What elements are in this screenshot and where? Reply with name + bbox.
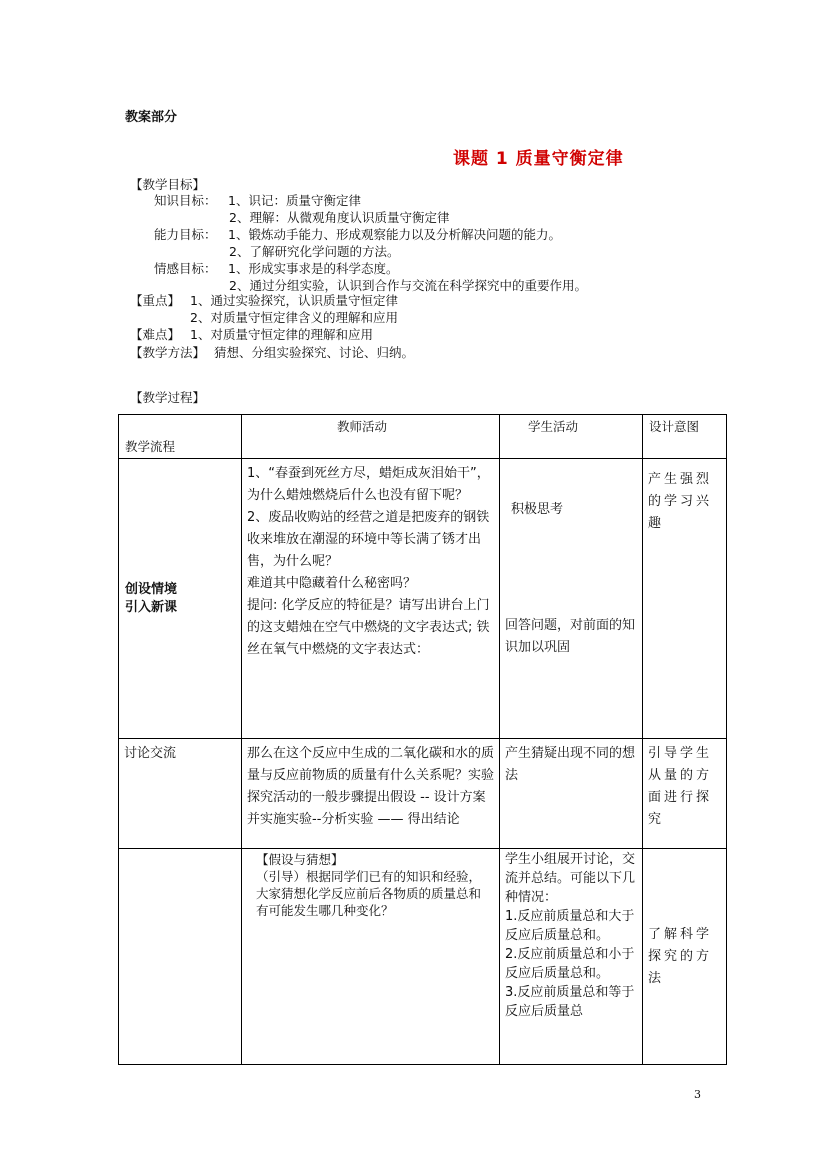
lesson-title: 课题 1 质量守衡定律 xyxy=(453,149,624,169)
flow-text-2: 讨论交流 xyxy=(124,746,177,761)
flow-text-3 xyxy=(119,849,241,857)
intent-text-3: 了解科学探究的方法 xyxy=(648,926,713,986)
page-number: 3 xyxy=(694,1088,701,1101)
header-intent-cell xyxy=(643,415,727,459)
process-table xyxy=(118,414,727,1065)
teacher-cell-3 xyxy=(242,849,500,1065)
emotion-objective-label: 情感目标： xyxy=(154,261,217,276)
table-row xyxy=(119,739,727,849)
student-text-5: 1.反应前质量总和大于反应后质量总和。 xyxy=(505,909,635,943)
flow-line-1: 创设情境 xyxy=(125,581,178,597)
ability-objective-2: 2、了解研究化学问题的方法。 xyxy=(229,244,400,259)
flow-cell-3 xyxy=(119,849,242,1065)
flow-line-2: 引入新课 xyxy=(125,599,178,615)
intent-text-1: 产生强烈的学习兴趣 xyxy=(648,472,713,531)
header-intent: 设计意图 xyxy=(649,419,700,434)
student-text-6: 2.反应前质量总和小于反应后质量总和。 xyxy=(505,947,635,981)
student-cell-3 xyxy=(500,849,643,1065)
teacher-text-3: 难道其中隐藏着什么秘密吗？ xyxy=(247,576,417,591)
knowledge-objective-1: 1、识记：质量守衡定律 xyxy=(228,193,361,208)
header-student-cell xyxy=(500,415,643,459)
section-heading: 教案部分 xyxy=(125,110,178,125)
header-teacher-cell xyxy=(242,415,500,459)
student-cell-2 xyxy=(500,739,643,849)
teacher-text-5: 那么在这个反应中生成的二氧化碳和水的质量与反应前物质的质量有什么关系呢？实验探究活动的一般步骤提出假设 -- 设计方案并实施实验--分析实验 —— 得出结论 xyxy=(247,746,495,827)
methods-heading: 【教学方法】 xyxy=(130,345,206,360)
student-text-4: 学生小组展开讨论，交流并总结。可能以下几种情况： xyxy=(505,852,636,905)
methods-text: 猜想、分组实验探究、讨论、归纳。 xyxy=(214,345,415,360)
difficulties-heading: 【难点】 xyxy=(130,327,181,342)
intent-cell-2 xyxy=(643,739,727,849)
objectives-heading: 【教学目标】 xyxy=(130,177,206,192)
intent-text-2: 引导学生从量的方面进行探究 xyxy=(648,746,713,827)
header-teacher: 教师活动 xyxy=(337,419,388,434)
teacher-text-4: 提问: 化学反应的特征是？请写出讲台上门的这支蜡烛在空气中燃烧的文字表达式; 铁丝在氧气中燃烧的文字表达式： xyxy=(247,598,490,657)
teacher-cell-1 xyxy=(242,459,500,739)
process-heading: 【教学过程】 xyxy=(130,390,206,405)
emotion-objective-1: 1、形成实事求是的科学态度。 xyxy=(228,261,399,276)
table-row xyxy=(119,849,727,1065)
key-points-heading: 【重点】 xyxy=(130,293,181,308)
hypothesis-heading: 【假设与猜想】 xyxy=(256,852,344,867)
ability-objective-1: 1、锻炼动手能力、形成观察能力以及分析解决问题的能力。 xyxy=(228,227,561,242)
student-text-2: 回答问题，对前面的知识加以巩固 xyxy=(505,618,636,655)
flow-cell-2 xyxy=(119,739,242,849)
teacher-text-6: （引导）根据同学们已有的知识和经验，大家猜想化学反应前后各物质的质量总和有可能发生哪几种变化？ xyxy=(256,869,482,918)
ability-objective-label: 能力目标： xyxy=(154,227,217,242)
key-point-1: 1、通过实验探究，认识质量守恒定律 xyxy=(190,293,398,308)
header-student: 学生活动 xyxy=(528,419,579,434)
teacher-text-1: 1、“春蚕到死丝方尽，蜡炬成灰泪始干”，为什么蜡烛燃烧后什么也没有留下呢？ xyxy=(247,466,490,503)
difficulty-1: 1、对质量守恒定律的理解和应用 xyxy=(190,327,373,342)
teacher-text-2: 2、废品收购站的经营之道是把废弃的钢铁收来堆放在潮湿的环境中等长满了锈才出售，为什么呢？ xyxy=(247,510,490,569)
intent-cell-3 xyxy=(643,849,727,1065)
table-row xyxy=(119,459,727,739)
teacher-cell-2 xyxy=(242,739,500,849)
key-point-2: 2、对质量守恒定律含义的理解和应用 xyxy=(190,310,398,325)
student-cell-1 xyxy=(500,459,643,739)
flow-cell-1 xyxy=(119,459,242,739)
intent-cell-1 xyxy=(643,459,727,739)
header-flow-cell xyxy=(119,415,242,459)
student-text-3: 产生猜疑出现不同的想法 xyxy=(505,746,636,783)
table-header-row xyxy=(119,415,727,459)
knowledge-objective-label: 知识目标： xyxy=(154,193,217,208)
knowledge-objective-2: 2、理解：从微观角度认识质量守衡定律 xyxy=(229,210,450,225)
student-text-1: 积极思考 xyxy=(511,502,564,517)
emotion-objective-2: 2、通过分组实验，认识到合作与交流在科学探究中的重要作用。 xyxy=(229,278,587,293)
header-flow: 教学流程 xyxy=(125,439,176,454)
student-text-7: 3.反应前质量总和等于反应后质量总 xyxy=(505,985,635,1019)
